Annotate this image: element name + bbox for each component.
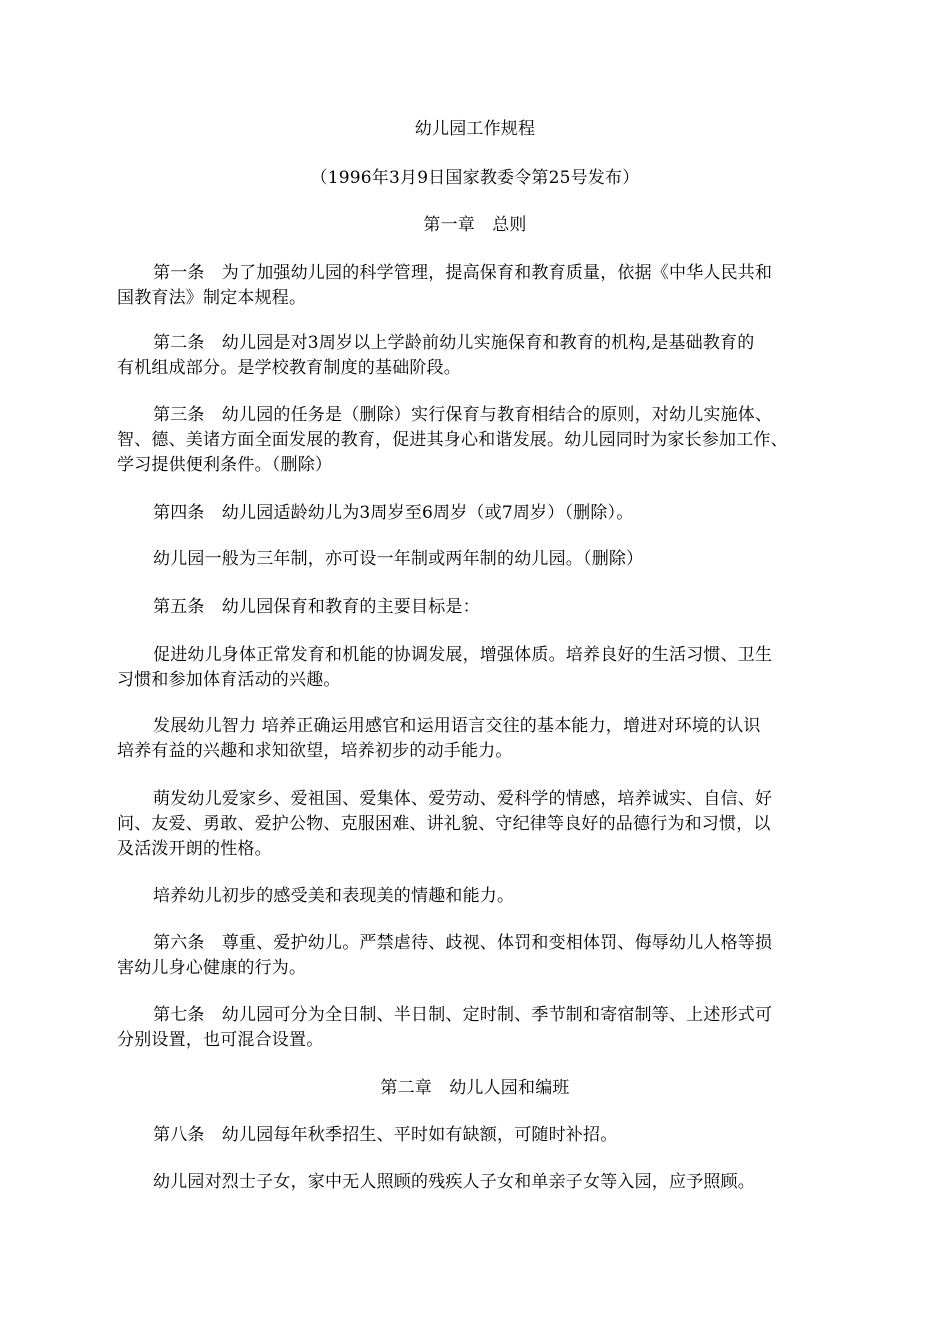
paragraph-article-7 <box>117 1003 835 1053</box>
paragraph-goal-physical <box>117 643 835 693</box>
paragraph-article-2 <box>117 331 835 381</box>
paragraph-line: 第七条 幼儿园可分为全日制、半日制、定时制、季节制和寄宿制等、上述形式可 <box>153 1005 773 1025</box>
paragraph-line: 第四条 幼儿园适龄幼儿为3周岁至6周岁（或7周岁）（删除）。 <box>153 503 634 523</box>
paragraph-admission-priority <box>117 1170 835 1195</box>
document-title: 幼儿园工作规程 <box>414 119 536 139</box>
paragraph-line: 第八条 幼儿园每年秋季招生、平时如有缺额，可随时补招。 <box>153 1125 618 1145</box>
paragraph-goal-moral <box>117 787 835 862</box>
paragraph-line: 萌发幼儿爱家乡、爱祖国、爱集体、爱劳动、爱科学的情感，培养诚实、自信、好 <box>153 789 773 809</box>
paragraph-line: 培养有益的兴趣和求知欲望，培养初步的动手能力。 <box>117 741 513 761</box>
paragraph-goal-intellect <box>117 714 835 764</box>
paragraph-line: 培养幼儿初步的感受美和表现美的情趣和能力。 <box>153 886 515 906</box>
paragraph-article-4 <box>117 501 835 526</box>
paragraph-line: 第二条 幼儿园是对3周岁以上学龄前幼儿实施保育和教育的机构,是基础教育的 <box>153 333 755 353</box>
paragraph-line: 有机组成部分。是学校教育制度的基础阶段。 <box>117 358 461 378</box>
paragraph-article-1 <box>117 261 835 311</box>
paragraph-article-6 <box>117 931 835 981</box>
paragraph-line: 分别设置，也可混合设置。 <box>117 1030 324 1050</box>
paragraph-line: 第三条 幼儿园的任务是（删除）实行保育与教育相结合的原则，对幼儿实施体、 <box>153 405 773 425</box>
paragraph-line: 害幼儿身心健康的行为。 <box>117 958 307 978</box>
chapter-heading-2: 第二章 幼儿人园和编班 <box>380 1078 570 1098</box>
paragraph-line: 促进幼儿身体正常发育和机能的协调发展，增强体质。培养良好的生活习惯、卫生 <box>153 645 773 665</box>
paragraph-article-8 <box>117 1123 835 1148</box>
paragraph-goal-aesthetic <box>117 884 835 909</box>
paragraph-line: 国教育法》制定本规程。 <box>117 288 307 308</box>
paragraph-line: 第六条 尊重、爱护幼儿。严禁虐待、歧视、体罚和变相体罚、侮辱幼儿人格等损 <box>153 933 773 953</box>
paragraph-line: 智、德、美诸方面全面发展的教育，促进其身心和谐发展。幼儿园同时为家长参加工作、 <box>117 430 788 450</box>
paragraph-line: 学习提供便利条件。（删除） <box>117 455 333 475</box>
paragraph-school-years <box>117 547 835 572</box>
paragraph-line: 第五条 幼儿园保育和教育的主要目标是： <box>153 597 480 617</box>
chapter-heading-1: 第一章 总则 <box>423 215 527 235</box>
paragraph-article-3 <box>117 403 835 478</box>
paragraph-line: 问、友爱、勇敢、爱护公物、克服困难、讲礼貌、守纪律等良好的品德行为和习惯，以 <box>117 814 771 834</box>
paragraph-line: 发展幼儿智力 培养正确运用感官和运用语言交往的基本能力，增进对环境的认识 <box>153 716 761 736</box>
paragraph-line: 及活泼开朗的性格。 <box>117 839 272 859</box>
paragraph-line: 幼儿园一般为三年制，亦可设一年制或两年制的幼儿园。（删除） <box>153 549 644 569</box>
paragraph-line: 幼儿园对烈士子女，家中无人照顾的残疾人子女和单亲子女等入园，应予照顾。 <box>153 1172 755 1192</box>
document-subtitle: （1996年3月9日国家教委令第25号发布） <box>310 168 640 188</box>
paragraph-article-5 <box>117 595 835 620</box>
paragraph-line: 习惯和参加体育活动的兴趣。 <box>117 670 341 690</box>
paragraph-line: 第一条 为了加强幼儿园的科学管理，提高保育和教育质量，依据《中华人民共和 <box>153 263 773 283</box>
